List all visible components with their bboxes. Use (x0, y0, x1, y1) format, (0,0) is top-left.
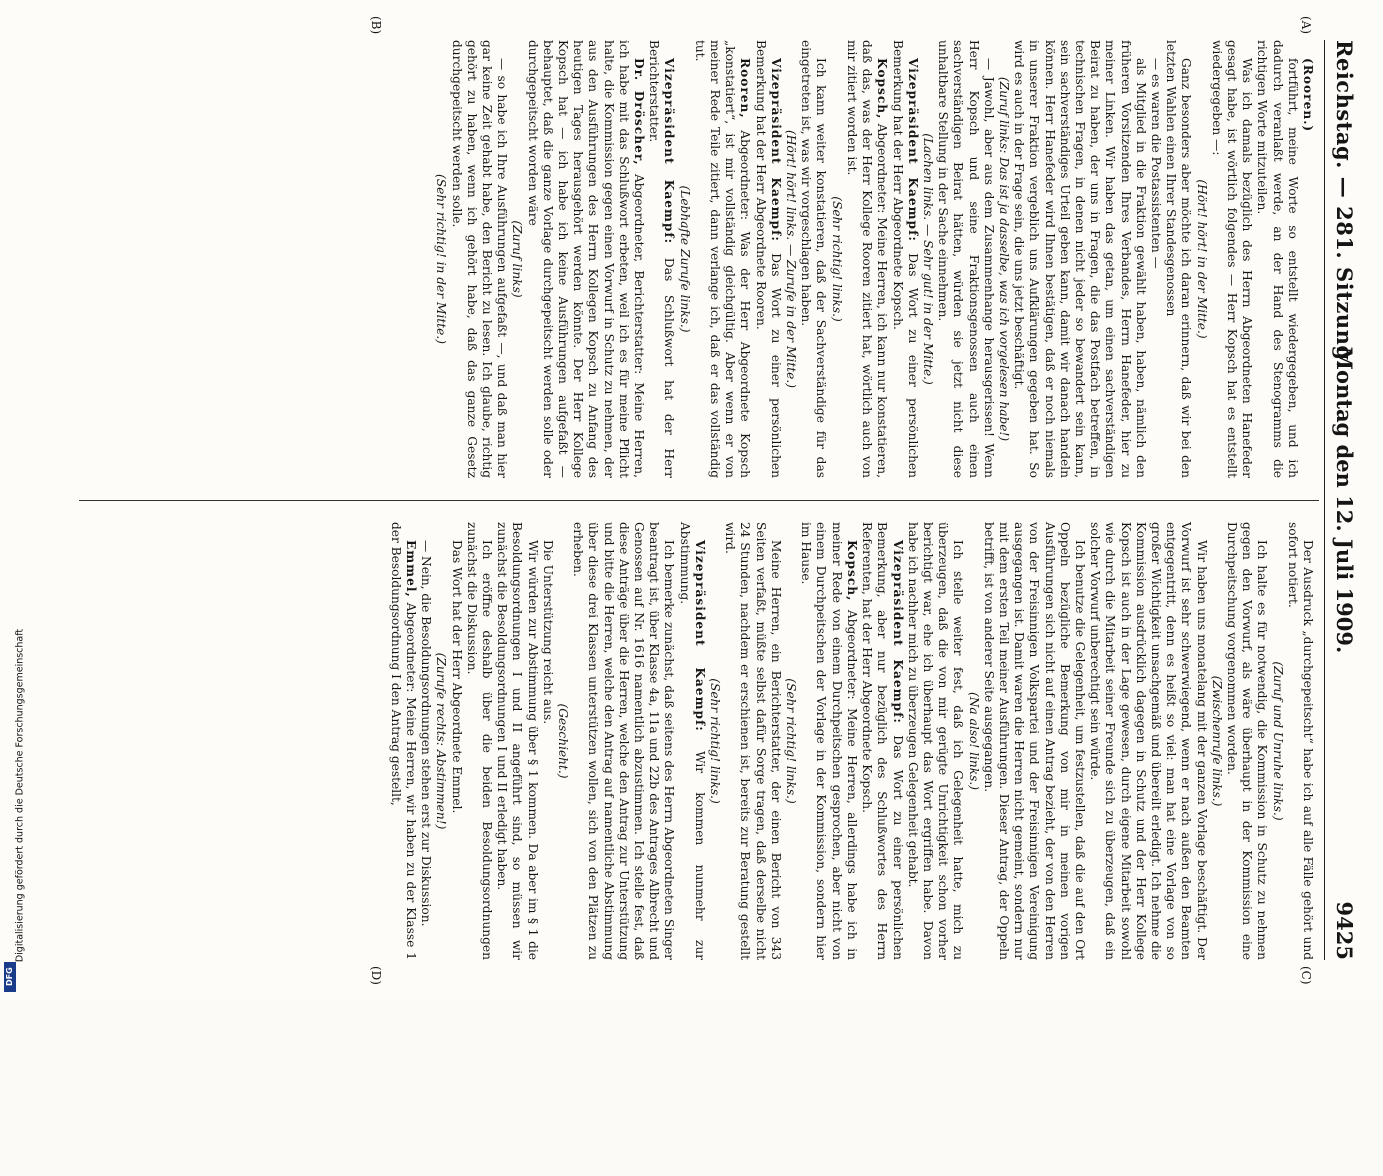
margin-mark-a: (A) (1299, 16, 1313, 35)
interjection: (Sehr richtig! in der Mitte.) (434, 174, 449, 344)
speaker-paragraph (889, 40, 919, 478)
paragraph: Die Unterstützung reicht aus. (540, 540, 555, 725)
speaker-paragraph (798, 522, 859, 960)
speech-text: Abgeordneter: Was der Herr Abgeordnete Kopsch „konstatiert“, ist mir vollständig gleichgültig. Aber wenn er von meiner Rede Teile zitiert, dann verlange ich, daß er das vollständig tut. (692, 40, 753, 478)
speaker-name: (Rooren.) (1301, 58, 1315, 133)
paragraph: Ich eröffne deshalb über die beiden Besoldungsordnungen zunächst die Diskussion. (464, 522, 495, 960)
interjection: (Zuruf links: Das ist ja dasselbe, was ich vorgelesen habe!) (996, 76, 1011, 442)
speaker-name: Kopsch, (844, 540, 859, 602)
paragraph: Ich benutze die Gelegenheit, um festzustellen, daß die auf den Ort Oppeln bezügliche Bemerkung von mir in meinen vorigen Ausführungen sich nicht auf einen Antrag bezieht, der von den Herren von der Freisinnigen Volkspartei und der Freisinnigen Vereinigung ausgegangen ist. Damit waren die Herren nicht gemeint, sondern nur mit dem ersten Teil meiner Ausführungen. Dieser Antrag, der Oppeln betrifft, ist von anderer Seite ausgegangen. (981, 522, 1087, 960)
speech-text: Wir kommen nunmehr zur Abstimmung. (677, 522, 707, 960)
interjection: (Geschieht.) (556, 703, 571, 779)
interjection: (Na also! links.) (966, 692, 981, 790)
interjection: (Sehr richtig! links.) (784, 678, 799, 804)
header-left: Reichstag. — 281. Sitzung. (1332, 40, 1357, 369)
paragraph: als Mitglied in die Fraktion gewählt haben, haben, nämlich den früheren Vorsitzenden Ihres Verbandes, Herrn Hanefeder, hier zu meiner Linken. Wir haben das getan, um einen sachverständigen Beirat zu haben, der uns in Fragen, die das Postfach betreffen, in technischen Fragen, in denen nicht jeder so bewandert sein kann, sein sachverständiges Urteil geben kann, damit wir danach handeln können. Herr Hanefeder wird Ihnen bestätigen, daß er noch niemals in unserer Fraktion vergeblich uns Aufklärungen gegeben hat. So wird es auch in der Frage sein, die uns jetzt beschäftigt. (1012, 40, 1148, 478)
margin-mark-b: (B) (369, 16, 383, 35)
speaker-paragraph (646, 40, 676, 478)
interjection: (Zuruf und Unruhe links.) (1270, 661, 1285, 821)
interjection: (Hört! hört! links. — Zurufe in der Mitte.) (784, 130, 799, 388)
interjection: (Sehr richtig! links.) (829, 196, 844, 322)
paragraph: Ganz besonders aber möchte ich daran erinnern, daß wir bei den letzten Wahlen einen Ihrer Standesgenossen (1164, 40, 1194, 478)
paragraph: — es waren die Postassistenten — (1148, 58, 1163, 269)
speaker-name: Vizepräsident Kaempf: (768, 58, 783, 242)
text-column-left (433, 40, 1315, 478)
paragraph: Ich kann weiter konstatieren, daß der Sachverständige für das eingetreten ist, was wir vorgeschlagen haben. (799, 40, 829, 478)
speech-text: Das Wort zu einer persönlichen Bemerkung, aber nur bezüglich des Schlußwortes des Herrn Referenten, hat der Herr Abgeordnete Kopsch. (860, 522, 905, 960)
speech-text: Abgeordneter: Meine Herren, ich kann nur konstatieren, daß das, was der Herr Kollege Rooren zitiert hat, wörtlich auch von mir zitiert worden ist. (844, 40, 890, 478)
interjection: (Zuruf links) (510, 220, 525, 298)
credit-text: Digitalisierung gefördert durch die Deutsche Forschungsgemeinschaft (14, 628, 26, 963)
speaker-paragraph (752, 40, 782, 478)
speaker-paragraph (1300, 40, 1315, 478)
paragraph: — Nein, die Besoldungsordnungen stehen erst zur Diskussion. (419, 540, 434, 927)
speech-text: Abgeordneter, Berichterstatter: Meine Herren, ich habe mit das Schlußwort erbeten, weil ich es für meine Pflicht halte, die Kommission gegen einen Vorwurf in Schutz zu nehmen, der aus den Ausführungen des Herrn Kollegen Kopsch zu Anfang des heutigen Tages herausgehört werden könnte. Der Herr Kollege Kopsch hat — ich habe ich keine Ausführungen aufgefaßt — behauptet, daß die ganze Vorlage durchgepeitscht werden solle oder durchgepeitscht worden wäre (525, 40, 647, 478)
speaker-paragraph (676, 522, 706, 960)
paragraph: fortführt, meine Worte so entstellt wiedergegeben, und ich dadurch veranlaßt werde, an der Hand des Stenogramms die richtigen Worte mitzuteilen. (1255, 40, 1300, 478)
speech-text: Das Schlußwort hat der Herr Berichterstatter. (647, 40, 677, 478)
page-number: 9425 (1332, 901, 1357, 960)
speaker-name: Rooren, (738, 58, 753, 119)
paragraph: — so habe ich Ihre Ausführungen aufgefaßt —, und daß man hier gar keine Zeit gehabt habe, den Bericht zu lesen. Ich glaube, richtig gehört zu haben, wenn ich gehört habe, daß das ganze Gesetz durchgepeitscht werden solle. (449, 40, 510, 478)
speaker-name: Emmel, (404, 540, 419, 598)
paragraph: Das Wort hat der Herr Abgeordnete Emmel. (449, 540, 464, 814)
paragraph: Meine Herren, ein Berichterstatter, der einen Bericht von 343 Seiten verfaßt, müßte selbst dafür Sorge tragen, daß derselbe nicht 24 Stunden, nachdem er erschienen ist, bereits zur Beratung gestellt wird. (723, 522, 783, 960)
speaker-name: Vizepräsident Kaempf: (662, 58, 677, 245)
text-column-right (388, 522, 1315, 960)
speaker-paragraph (524, 40, 646, 478)
speaker-paragraph (692, 40, 753, 478)
paragraph: Der Ausdruck „durchgepeitscht“ habe ich auf alle Fälle gehört und sofort notiert. (1285, 522, 1315, 960)
speaker-name: Vizepräsident Kaempf: (905, 58, 920, 242)
speech-text: Das Wort zu einer persönlichen Bemerkung hat der Herr Abgeordnete Rooren. (753, 40, 783, 478)
paragraph: Was ich damals bezüglich des Herrn Abgeordneten Hanefeder gesagt habe, ist wörtlich folgendes — Herr Kopsch hat es entstellt wiedergegeben —: (1209, 40, 1255, 478)
paragraph: Ich bemerke zunächst, daß seitens des Herrn Abgeordneten Singer beantragt ist, über Klasse 4a, 11a und 22b des Antrages Albrecht und Genossen auf Nr. 1616 namentlich abzustimmen. Ich stelle fest, daß diese Anträge über die Herren, welche den Antrag zur Unterstützung und bitte die Herren, welche den Antrag auf namentliche Abstimmung über diese drei Klassen unterstützen wollen, sich von den Plätzen zu erheben. (571, 522, 677, 960)
paragraph: Ich stelle weiter fest, daß ich Gelegenheit hatte, mich zu überzeugen, daß die von mir gerügte Unrichtigkeit schon vorher berichtigt war, ehe ich überhaupt das Wort ergriffen habe. Davon habe ich nachher mich zu überzeugen Gelegenheit gehabt. (905, 522, 966, 960)
speaker-name: Kopsch, (875, 58, 890, 120)
margin-mark-d: (D) (369, 966, 383, 985)
interjection: (Lachen links. — Sehr gut! in der Mitte.) (920, 133, 935, 385)
column-divider (79, 500, 1319, 501)
interjection: (Zurufe rechts: Abstimmen!) (434, 652, 449, 830)
speaker-name: Dr. Dröscher, (632, 58, 647, 166)
paragraph: Wir würden zur Abstimmung über § 1 kommen. Da aber im § 1 die Besoldungsordnungen I und II angeführt sind, so müssen wir zunächst die Besoldungsordnungen I und II erledigt haben. (495, 522, 540, 960)
margin-mark-c: (C) (1299, 966, 1313, 985)
header-date: Montag den 12. Juli 1909. (1332, 346, 1357, 654)
page-header (1324, 40, 1361, 960)
speech-text: Abgeordneter: Meine Herren, wir haben zu der Klasse 1 der Besoldungsordnung I den Antrag gestellt, (388, 522, 419, 960)
speaker-paragraph (844, 40, 890, 478)
paragraph: — Jawohl, aber aus dem Zusammenhange herausgerissen! Wenn Herr Kopsch und seine Fraktionsgenossen auch einen sachverständigen Beirat hätten, würden sie jetzt nicht diese unhaltbare Stellung in der Sache einnehmen. (936, 40, 996, 478)
speech-text: Abgeordneter: Meine Herren, allerdings habe ich in meiner Rede von einem Durchpeitschen gesprochen, aber nicht von einem Durchpeitschen der Vorlage in der Kommission, sondern hier im Hause. (799, 522, 859, 960)
paragraph: Wir haben uns monatelang mit der ganzen Vorlage beschäftigt. Der Vorwurf ist sehr schwerwiegend, wenn er nach außen den Beamten entgegentritt, denn es heißt so viel: man hat eine Vorlage von so großer Wichtigkeit unsachgemäß und übereilt erledigt. Ich nehme die Kommission ausdrücklich dagegen in Schutz und der Herr Kollege Kopsch ist auch in der Lage gewesen, durch eigene Mitarbeit sowohl wie durch die Mitarbeit seiner Freunde sich zu überzeugen, daß ein solcher Vorwurf unberechtigt sein würde. (1088, 522, 1209, 960)
speaker-paragraph (859, 522, 905, 960)
speech-text: Das Wort zu einer persönlichen Bemerkung hat der Herr Abgeordnete Kopsch. (890, 40, 920, 478)
interjection: (Zwischenrufe links.) (1209, 675, 1224, 807)
interjection: (Lebhafte Zurufe links.) (677, 185, 692, 333)
speaker-paragraph (388, 522, 418, 960)
dfg-logo: DFG (4, 962, 16, 992)
speaker-name: Vizepräsident Kaempf: (890, 540, 905, 724)
paragraph: Ich halte es für notwendig, die Kommission in Schutz zu nehmen gegen den Vorwurf, als wäre überhaupt in der Kommission eine Durchpeitschung vorgenommen worden. (1224, 522, 1270, 960)
interjection: (Sehr richtig! links.) (708, 678, 723, 804)
interjection: (Hört! hört! in der Mitte.) (1194, 179, 1209, 339)
speaker-name: Vizepräsident Kaempf: (692, 540, 707, 732)
